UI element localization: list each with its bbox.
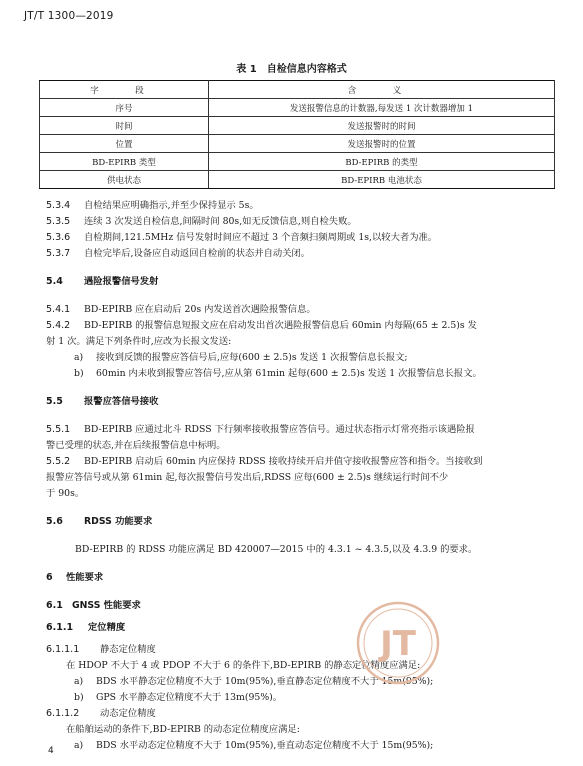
section-number: 6.1.1: [46, 622, 74, 633]
list-text: 接收到反馈的报警应答信号后,应每(600 ± 2.5)s 发送 1 次报警信息长报文;: [96, 352, 408, 363]
clause-continuation: 报警应答信号或从第 61min 起,每次报警信号发出后,RDSS 应每(600 ± 2.5)s 继续运行时间不少: [46, 472, 449, 483]
table-row: [40, 153, 555, 171]
clause-number: 5.4.1: [46, 304, 71, 315]
watermark-text: JT: [380, 624, 416, 664]
section-number: 6.1: [46, 600, 63, 611]
table-header-row: [40, 81, 555, 99]
list-item: [46, 350, 561, 366]
table-cell: BD-EPIRB 电池状态: [209, 171, 555, 189]
section-title: 遇险报警信号发射: [84, 276, 159, 287]
clause-number: 5.3.4: [46, 200, 71, 211]
table-row: [40, 171, 555, 189]
list-label: a): [74, 352, 84, 363]
table-cell: BD-EPIRB 的类型: [209, 153, 555, 171]
clause-intro: 在船舶运动的条件下,BD-EPIRB 的动态定位精度应满足:: [66, 724, 300, 735]
clause-title: 动态定位精度: [100, 708, 156, 719]
list-text: 60min 内未收到报警应答信号,应从第 61min 起每(600 ± 2.5)s 发送 1 次报警信息长报文。: [96, 368, 482, 379]
table-row: [40, 117, 555, 135]
list-text: BDS 水平动态定位精度不大于 10m(95%),垂直动态定位精度不大于 15m(95%);: [96, 740, 434, 751]
clause-text: 自检完毕后,设备应自动返回自检前的状态并自动关闭。: [84, 248, 311, 259]
list-label: a): [74, 676, 84, 687]
clause-text: 自检结果应明确指示,并至少保持显示 5s。: [84, 200, 259, 211]
list-item: [46, 366, 561, 382]
clause-continuation: 于 90s。: [46, 488, 85, 499]
clause-number: 5.3.6: [46, 232, 71, 243]
table-cell: 位置: [40, 135, 209, 153]
table-cell: 时间: [40, 117, 209, 135]
table-row: [40, 135, 555, 153]
format-table: [39, 80, 555, 189]
clause-number: 5.5.2: [46, 456, 71, 467]
section-title: RDSS 功能要求: [84, 516, 153, 527]
clause-number: 6.1.1.1: [46, 644, 80, 655]
clause-text: BD-EPIRB 应通过北斗 RDSS 下行频率接收报警应答信号。通过状态指示灯常亮指示该遇险报: [84, 424, 475, 435]
section-number: 5.5: [46, 396, 63, 407]
clause-5-3-7: [46, 246, 561, 262]
table-row: [40, 99, 555, 117]
section-number: 6: [46, 572, 53, 583]
clause-intro: 在 HDOP 不大于 4 或 PDOP 不大于 6 的条件下,BD-EPIRB 的静态定位精度应满足:: [66, 660, 421, 671]
clause-number: 5.3.5: [46, 216, 71, 227]
section-heading-6-1-1: [46, 620, 561, 636]
clause-text: BD-EPIRB 的报警信息短报文应在启动发出首次遇险报警信息后 60min 内每隔(65 ± 2.5)s 发: [84, 320, 477, 331]
table-cell: 发送报警时的时间: [209, 117, 555, 135]
section-title: GNSS 性能要求: [72, 600, 141, 611]
table-cell: BD-EPIRB 类型: [40, 153, 209, 171]
clause-text: BD-EPIRB 应在启动后 20s 内发送首次遇险报警信息。: [84, 304, 316, 315]
clause-5-3-4: [46, 198, 561, 214]
list-text: BDS 水平静态定位精度不大于 10m(95%),垂直静态定位精度不大于 15m(95%);: [96, 676, 434, 687]
jt-watermark-logo: [355, 600, 441, 686]
list-label: a): [74, 740, 84, 751]
table-cell: 发送报警时的位置: [209, 135, 555, 153]
clause-5-3-6: [46, 230, 561, 246]
section-heading-5-6: [46, 514, 561, 530]
table-cell: 发送报警信息的计数器,每发送 1 次计数器增加 1: [209, 99, 555, 117]
clause-number: 6.1.1.2: [46, 708, 80, 719]
table-cell: 序号: [40, 99, 209, 117]
column-header: 含 义: [209, 81, 555, 99]
list-item: [46, 738, 561, 754]
clause-5-4-1: [46, 302, 561, 318]
section-number: 5.4: [46, 276, 63, 287]
clause-5-5-2: [46, 454, 561, 470]
table-title: 表 1 自检信息内容格式: [236, 64, 347, 75]
document-code: JT/T 1300—2019: [24, 10, 114, 22]
clause-6-1-1-2: [46, 706, 561, 722]
clause-number: 5.4.2: [46, 320, 71, 331]
table-cell: 供电状态: [40, 171, 209, 189]
section-number: 5.6: [46, 516, 63, 527]
section-title: 性能要求: [66, 572, 104, 583]
clause-continuation: 警已受理的状态,并在后续报警信息中标明。: [46, 440, 226, 451]
clause-text: 自检期间,121.5MHz 信号发射时间应不超过 3 个音频扫频周期或 1s,以较大者为准。: [84, 232, 438, 243]
clause-number: 5.3.7: [46, 248, 71, 259]
list-item: [46, 690, 561, 706]
clause-text: BD-EPIRB 启动后 60min 内应保持 RDSS 接收持续开启并值守接收报警应答和指令。当接收到: [84, 456, 483, 467]
clause-6-1-1-1: [46, 642, 561, 658]
clause-continuation: 射 1 次。满足下列条件时,应改为长报文发送:: [46, 336, 232, 347]
section-title: 报警应答信号接收: [84, 396, 159, 407]
list-label: b): [74, 692, 84, 703]
list-label: b): [74, 368, 84, 379]
section-heading-6-1: [46, 598, 561, 614]
section-paragraph: BD-EPIRB 的 RDSS 功能应满足 BD 420007—2015 中的 4.3.1 ~ 4.3.5,以及 4.3.9 的要求。: [75, 544, 478, 555]
section-title: 定位精度: [88, 622, 126, 633]
clause-text: 连续 3 次发送自检信息,间隔时间 80s,如无反馈信息,则自检失败。: [84, 216, 357, 227]
clause-5-5-1: [46, 422, 561, 438]
column-header: 字 段: [40, 81, 209, 99]
clause-title: 静态定位精度: [100, 644, 156, 655]
list-item: [46, 674, 561, 690]
section-heading-5-5: [46, 394, 561, 410]
clause-5-4-2: [46, 318, 561, 334]
clause-5-3-5: [46, 214, 561, 230]
page-number: 4: [48, 746, 54, 756]
section-heading-6: [46, 570, 561, 586]
list-text: GPS 水平静态定位精度不大于 13m(95%)。: [96, 692, 283, 703]
clause-number: 5.5.1: [46, 424, 71, 435]
document-body: [46, 198, 561, 754]
section-heading-5-4: [46, 274, 561, 290]
